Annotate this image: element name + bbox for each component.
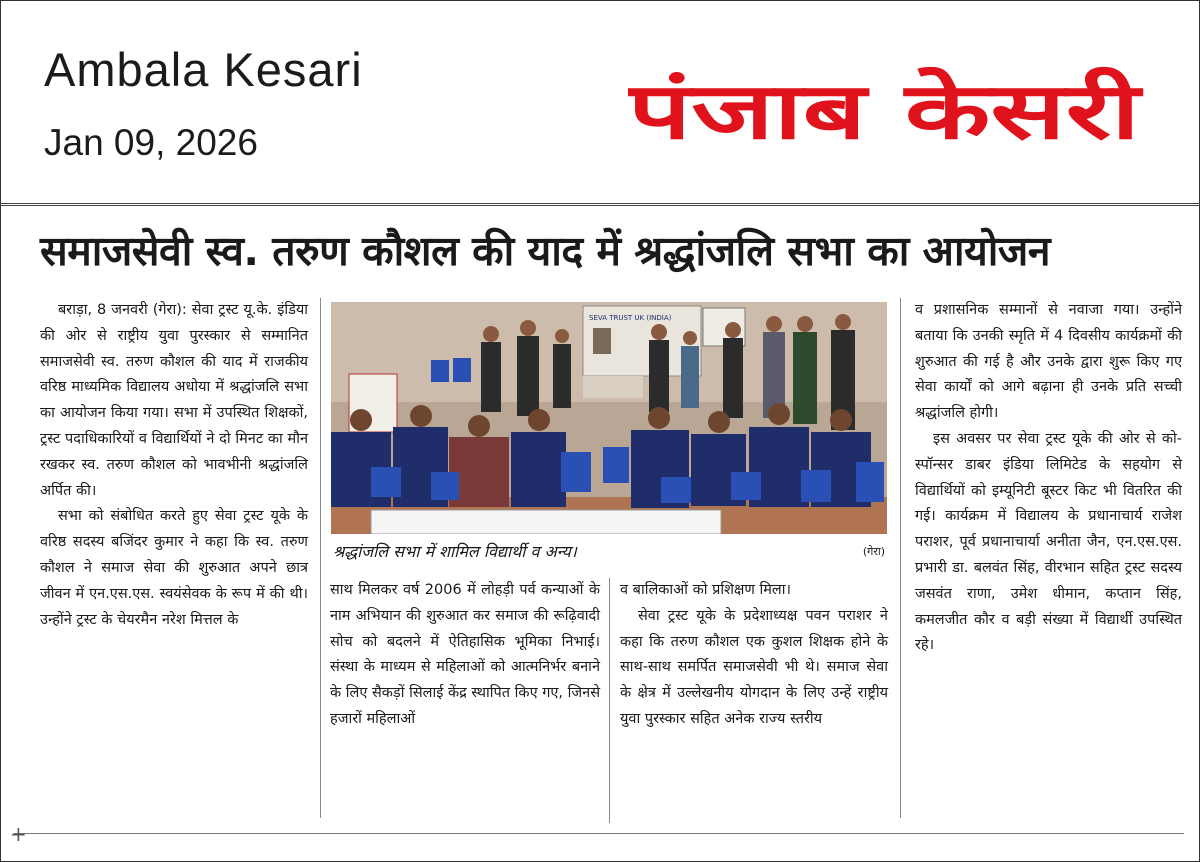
logo-text: पंजाब केसरी [628,67,987,157]
photo-caption [333,540,885,566]
newspaper-logo [628,60,1148,160]
paragraph: बराड़ा, 8 जनवरी (गेरा): सेवा ट्रस्ट यू.के. इंडिया की ओर से राष्ट्रीय युवा पुरस्कार से सम्मानित समाजसेवी स्व. तरुण कौशल की याद में राजकीय वरिष्ठ माध्यमिक विद्यालय अधोया में श्रद्धांजलि सभा का आयोजन किया गया। सभा में उपस्थित शिक्षकों, ट्रस्ट पदाधिकारियों व विद्यार्थियों ने दो मिनट का मौन रखकर स्व. तरुण कौशल को भावभीनी श्रद्धांजलि अर्पित की। [40,302,308,499]
banner-text: SEVA TRUST UK (INDIA) [589,314,672,322]
paragraph: व प्रशासनिक सम्मानों से नवाजा गया। उन्होंने बताया कि उनकी स्मृति में 4 दिवसीय कार्यक्रमों की शुरुआत की गई है और उनके द्वारा शुरू किए गए सेवा कार्यों को आगे बढ़ाना ही उनके प्रति सच्ची श्रद्धांजलि होगी। [915,302,1182,422]
caption-text: श्रद्धांजलि सभा में शामिल विद्यार्थी व अन्य। [333,542,577,561]
paragraph: साथ मिलकर वर्ष 2006 में लोहड़ी पर्व कन्याओं के नाम अभियान की शुरुआत कर समाज की रूढ़िवादी सोच को बदलने में ऐतिहासिक भूमिका निभाई। संस्था के माध्यम से महिलाओं को आत्मनिर्भर बनाने के लिए सैकड़ों सिलाई केंद्र स्थापित किए गए, जिनसे हजारों महिलाओं [330,582,600,727]
bottom-rule [14,833,1184,834]
article-column-1 [40,298,308,823]
paragraph: सेवा ट्रस्ट यूके के प्रदेशाध्यक्ष पवन पराशर ने कहा कि तरुण कौशल एक कुशल शिक्षक होने के साथ-साथ समर्पित समाजसेवी भी थे। समाज सेवा के क्षेत्र में उल्लेखनीय योगदान के लिए उन्हें राष्ट्रीय युवा पुरस्कार सहित अनेक राज्य स्तरीय [620,607,888,727]
table [583,376,643,398]
column-rule [320,298,321,818]
paragraph: इस अवसर पर सेवा ट्रस्ट यूके की ओर से को-स्पॉन्सर डाबर इंडिया लिमिटेड के सहयोग से विद्यार्थियों को इम्यूनिटी बूस्टर किट भी वितरित की गई। कार्यक्रम में विद्यालय के प्रधानाचार्य राजेश पराशर, पूर्व प्रधानाचार्या अनीता जैन, एन.एस.एस. प्रभारी डा. बलवंत सिंह, वीरभान सहित ट्रस्ट सदस्य जसवंत राणा, उमेश धीमान, कप्तान सिंह, कमलजीत कौर व बड़ी संख्या में विद्यार्थी उपस्थित रहे। [915,430,1182,654]
article-photo [331,302,887,534]
article-column-4 [915,298,1182,659]
article-column-3 [620,578,888,733]
photo-credit: (गेरा) [862,545,885,558]
masthead-divider [0,203,1200,206]
crop-mark: + [10,822,27,846]
column-rule [900,298,901,818]
article-headline: समाजसेवी स्व. तरुण कौशल की याद में श्रद्धांजलि सभा का आयोजन [40,227,1051,275]
paragraph: व बालिकाओं को प्रशिक्षण मिला। [620,582,791,598]
publication-name: Ambala Kesari [44,43,363,96]
column-rule [609,578,610,823]
article-column-2 [330,578,600,733]
publication-date: Jan 09, 2026 [44,122,258,163]
banner-portrait [593,328,611,354]
paragraph: सभा को संबोधित करते हुए सेवा ट्रस्ट यूके के वरिष्ठ सदस्य बजिंदर कुमार ने कहा कि स्व. तरुण कौशल ने समाज सेवा की शुरुआत अपने छात्र जीवन में एन.एस.एस. स्वयंसेवक के रूप में की थी। उन्होंने ट्रस्ट के चेयरमैन नरेश मित्तल के [40,508,308,628]
front-banner [371,510,721,534]
